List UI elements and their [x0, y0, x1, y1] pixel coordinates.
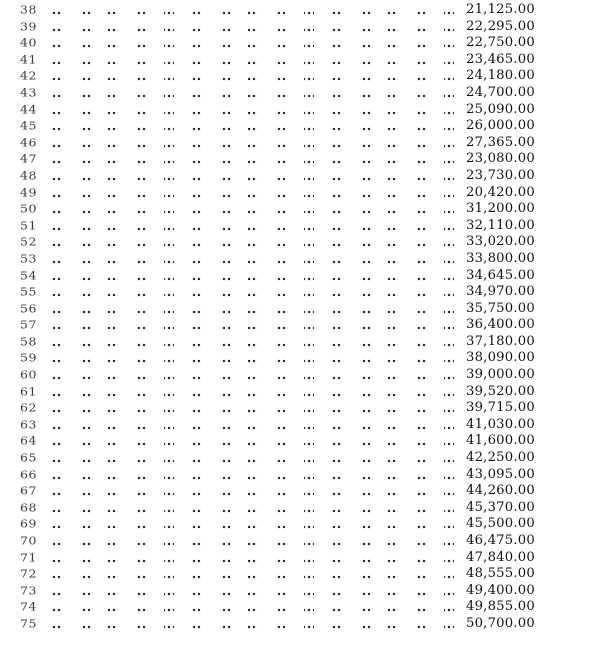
row-amount: 49,855.00: [466, 599, 535, 615]
row-number: 46: [20, 135, 37, 150]
row-number: 57: [20, 317, 37, 332]
row-number: 72: [20, 566, 37, 581]
row-number: 49: [20, 185, 37, 199]
row-amount: 34,970.00: [466, 284, 535, 300]
table-row: [0, 483, 600, 500]
table-row: [0, 616, 600, 633]
row-number: 66: [20, 467, 37, 482]
dot-leader: [52, 592, 456, 596]
row-amount: 42,250.00: [466, 450, 535, 466]
dot-leader: [52, 409, 456, 413]
table-row: [0, 234, 600, 251]
row-amount: 26,000.00: [466, 118, 535, 134]
dot-leader: [52, 492, 456, 496]
row-amount: 23,730.00: [466, 167, 535, 183]
table-row: [0, 19, 600, 36]
row-number: 62: [20, 400, 37, 415]
table-row: [0, 467, 600, 484]
row-amount: 35,750.00: [466, 300, 535, 316]
row-number: 73: [20, 583, 37, 598]
row-number: 68: [20, 500, 37, 515]
dot-leader: [52, 376, 456, 380]
row-amount: 41,030.00: [466, 416, 535, 432]
dot-leader: [52, 111, 456, 115]
row-number: 61: [20, 384, 37, 399]
table-row: [0, 301, 600, 318]
table-row: [0, 516, 600, 533]
table-row: [0, 135, 600, 152]
row-number: 63: [20, 417, 37, 432]
row-amount: 20,420.00: [466, 184, 535, 200]
row-number: 40: [20, 35, 37, 50]
row-amount: 23,465.00: [466, 51, 535, 67]
row-number: 74: [20, 600, 37, 614]
row-number: 48: [20, 168, 37, 183]
dot-leader: [52, 77, 456, 81]
dot-leader: [52, 542, 456, 546]
row-number: 38: [20, 2, 37, 17]
row-number: 44: [20, 102, 37, 117]
dot-leader: [52, 28, 456, 32]
table-row: [0, 566, 600, 583]
table-row: [0, 2, 600, 19]
table-row: [0, 599, 600, 616]
dot-leader: [52, 227, 456, 231]
row-number: 54: [20, 268, 37, 282]
table-row: [0, 400, 600, 417]
table-row: [0, 550, 600, 567]
row-amount: 39,000.00: [466, 367, 535, 383]
table-row: [0, 350, 600, 367]
dot-leader: [52, 194, 456, 198]
row-amount: 24,180.00: [466, 68, 535, 84]
dot-leader: [52, 476, 456, 480]
table-row: [0, 367, 600, 384]
row-amount: 50,700.00: [466, 615, 535, 631]
dot-leader: [52, 359, 456, 363]
dot-leader: [52, 44, 456, 48]
row-amount: 38,090.00: [466, 350, 535, 366]
dot-leader: [52, 442, 456, 446]
table-row: [0, 85, 600, 102]
row-number: 53: [20, 251, 37, 266]
table-row: [0, 433, 600, 450]
dot-leader: [52, 393, 456, 397]
row-amount: 33,800.00: [466, 250, 535, 266]
table-row: [0, 500, 600, 517]
table-row: [0, 201, 600, 218]
dot-leader: [52, 160, 456, 164]
row-amount: 25,090.00: [466, 101, 535, 117]
row-amount: 31,200.00: [466, 201, 535, 217]
row-number: 56: [20, 301, 37, 316]
row-amount: 43,095.00: [466, 466, 535, 482]
row-number: 67: [20, 483, 37, 498]
table-row: [0, 35, 600, 52]
dot-leader: [52, 11, 456, 15]
row-amount: 24,700.00: [466, 84, 535, 100]
row-number: 43: [20, 85, 37, 100]
table-row: [0, 218, 600, 235]
dot-leader: [52, 177, 456, 181]
row-amount: 41,600.00: [466, 433, 535, 449]
dot-leader: [52, 260, 456, 264]
row-amount: 39,715.00: [466, 400, 535, 416]
dot-leader: [52, 459, 456, 463]
table-row: [0, 102, 600, 119]
row-amount: 27,365.00: [466, 134, 535, 150]
dot-leader: [52, 310, 456, 314]
row-amount: 46,475.00: [466, 533, 535, 548]
row-number: 70: [20, 533, 37, 548]
row-number: 60: [20, 367, 37, 382]
dot-leader: [52, 144, 456, 148]
row-number: 75: [20, 616, 37, 631]
dot-leader: [52, 94, 456, 98]
dot-leader: [52, 243, 456, 247]
dot-leader: [52, 343, 456, 347]
row-number: 64: [20, 434, 37, 448]
table-row: [0, 284, 600, 301]
row-amount: 49,400.00: [466, 582, 535, 598]
table-row: [0, 168, 600, 185]
dot-leader: [52, 61, 456, 65]
row-amount: 39,520.00: [466, 383, 535, 399]
dot-leader: [52, 525, 456, 529]
row-number: 47: [20, 152, 37, 166]
row-amount: 45,370.00: [466, 499, 535, 515]
table-row: [0, 450, 600, 467]
row-number: 65: [20, 450, 37, 465]
row-number: 69: [20, 517, 37, 531]
table-row: [0, 151, 600, 168]
row-amount: 34,645.00: [466, 267, 535, 283]
row-amount: 45,500.00: [466, 516, 535, 532]
dot-leader: [52, 210, 456, 214]
dot-leader: [52, 426, 456, 430]
row-number: 39: [20, 19, 37, 34]
table-row: [0, 417, 600, 434]
row-number: 52: [20, 234, 37, 249]
row-number: 50: [20, 201, 37, 216]
table-row: [0, 317, 600, 334]
table-row: [0, 334, 600, 351]
table-row: [0, 583, 600, 600]
row-amount: 21,125.00: [466, 2, 535, 17]
row-number: 59: [20, 351, 37, 365]
row-amount: 36,400.00: [466, 317, 535, 333]
table-row: [0, 52, 600, 69]
table-row: [0, 251, 600, 268]
table-row: [0, 268, 600, 285]
row-number: 41: [20, 52, 37, 67]
row-number: 42: [20, 69, 37, 83]
row-number: 45: [20, 118, 37, 133]
dot-leader: [52, 625, 456, 629]
table-row: [0, 384, 600, 401]
dot-leader: [52, 277, 456, 281]
dot-leader: [52, 559, 456, 563]
table-row: [0, 118, 600, 135]
row-number: 55: [20, 284, 37, 299]
row-amount: 23,080.00: [466, 151, 535, 167]
dot-leader: [52, 293, 456, 297]
dot-leader: [52, 608, 456, 612]
dot-leader: [52, 509, 456, 513]
row-amount: 48,555.00: [466, 566, 535, 582]
dot-leader: [52, 127, 456, 131]
row-number: 71: [20, 550, 37, 565]
row-amount: 37,180.00: [466, 333, 535, 349]
dot-leader: [52, 326, 456, 330]
table-row: [0, 533, 600, 550]
dot-leader: [52, 575, 456, 579]
row-amount: 22,750.00: [466, 35, 535, 51]
table-row: [0, 68, 600, 85]
row-amount: 33,020.00: [466, 234, 535, 250]
schedule-table: [0, 2, 600, 633]
table-row: [0, 185, 600, 202]
row-amount: 44,260.00: [466, 483, 535, 499]
row-amount: 47,840.00: [466, 549, 535, 565]
row-number: 51: [20, 218, 37, 233]
row-amount: 32,110.00: [466, 217, 535, 233]
row-amount: 22,295.00: [466, 18, 535, 34]
row-number: 58: [20, 334, 37, 349]
